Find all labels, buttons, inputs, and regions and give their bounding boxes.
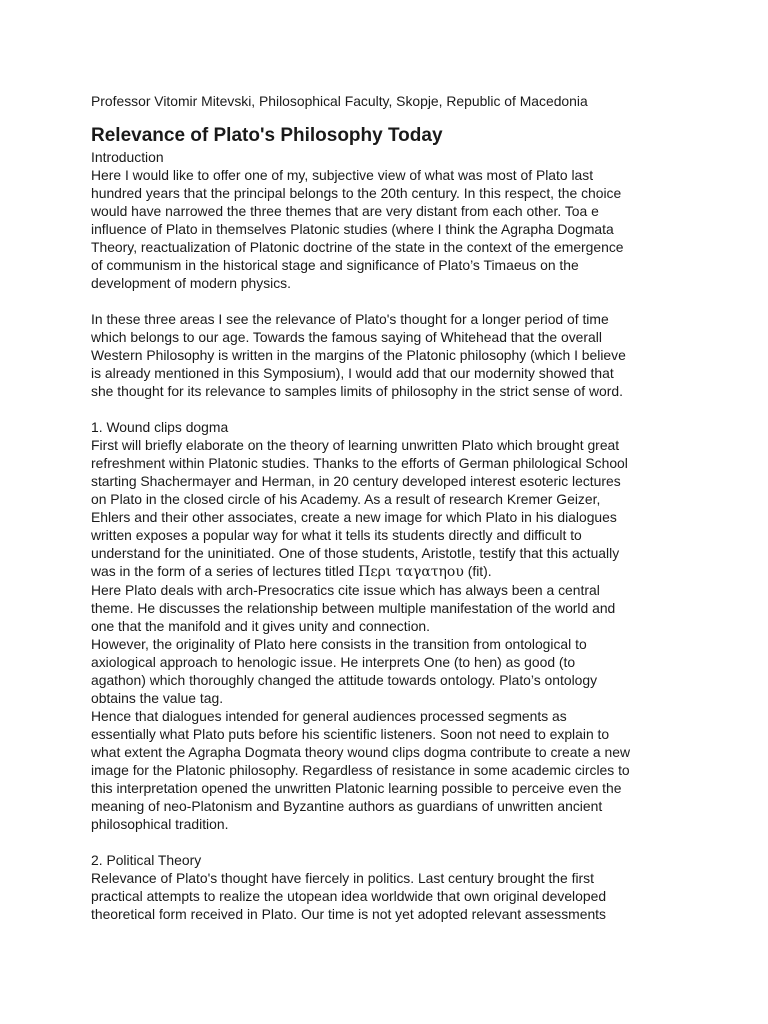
text-line: agathon) which thoroughly changed the attitude towards ontology. Plato’s ontology xyxy=(91,672,598,688)
text-line: written exposes a popular way for what it tells its students directly and difficult to xyxy=(91,527,582,543)
section-heading-introduction: Introduction xyxy=(91,149,164,165)
text-segment: (fit). xyxy=(463,563,492,579)
section2-paragraph xyxy=(91,869,671,923)
text-line: on Plato in the closed circle of his Academy. As a result of research Kremer Geizer, xyxy=(91,491,601,507)
text-line: theme. He discusses the relationship between multiple manifestation of the world and xyxy=(91,600,616,616)
text-line: influence of Plato in themselves Platonic studies (where I think the Agrapha Dogmata xyxy=(91,221,614,237)
text-line: of communism in the historical stage and significance of Plato’s Timaeus on the xyxy=(91,257,579,273)
section-heading-political-theory: 2. Political Theory xyxy=(91,852,202,868)
introduction-paragraph-2 xyxy=(91,310,671,400)
text-line: Theory, reactualization of Platonic doctrine of the state in the context of the emergence xyxy=(91,239,624,255)
author-line: Professor Vitomir Mitevski, Philosophical Faculty, Skopje, Republic of Macedonia xyxy=(91,93,588,109)
text-line: Hence that dialogues intended for general audiences processed segments as xyxy=(91,708,567,724)
text-line: obtains the value tag. xyxy=(91,690,224,706)
section1-paragraph xyxy=(91,436,671,833)
document-page xyxy=(91,92,671,923)
text-line: Western Philosophy is written in the margins of the Platonic philosophy (which I believe xyxy=(91,347,626,363)
text-line: refreshment within Platonic studies. Thanks to the efforts of German philological School xyxy=(91,455,628,471)
text-line: would have narrowed the three themes that are very distant from each other. Toa e xyxy=(91,203,599,219)
introduction-paragraph-1 xyxy=(91,166,671,292)
text-line: philosophical tradition. xyxy=(91,816,229,832)
text-line: However, the originality of Plato here consists in the transition from ontological to xyxy=(91,636,587,652)
text-line: one that the manifold and it gives unity and connection. xyxy=(91,618,431,634)
text-line: Relevance of Plato's thought have fiercely in politics. Last century brought the first xyxy=(91,870,594,886)
greek-title-line xyxy=(91,562,671,581)
text-line: essentially what Plato puts before his scientific listeners. Soon not need to explain to xyxy=(91,726,610,742)
text-line: what extent the Agrapha Dogmata theory wound clips dogma contribute to create a new xyxy=(91,744,630,760)
text-line: hundred years that the principal belongs to the 20th century. In this respect, the choice xyxy=(91,185,622,201)
text-line: axiological approach to henologic issue. He interprets One (to hen) as good (to xyxy=(91,654,576,670)
text-segment: was in the form of a series of lectures titled xyxy=(91,563,359,579)
text-line: which belongs to our age. Towards the famous saying of Whitehead that the overall xyxy=(91,329,602,345)
text-line: meaning of neo-Platonism and Byzantine authors as guardians of unwritten ancient xyxy=(91,798,603,814)
text-line: understand for the uninitiated. One of those students, Aristotle, testify that this actually xyxy=(91,545,620,561)
paragraph-gap xyxy=(91,833,671,851)
greek-title: Περι ταγατηου xyxy=(358,564,464,580)
text-line: this interpretation opened the unwritten Platonic learning possible to perceive even the xyxy=(91,780,622,796)
text-line: In these three areas I see the relevance of Plato's thought for a longer period of time xyxy=(91,311,609,327)
text-line: she thought for its relevance to samples limits of philosophy in the strict sense of word. xyxy=(91,383,623,399)
text-line: development of modern physics. xyxy=(91,275,291,291)
document-title: Relevance of Plato's Philosophy Today xyxy=(91,125,443,146)
text-line: is already mentioned in this Symposium), I would add that our modernity showed that xyxy=(91,365,614,381)
text-line: starting Shachermayer and Herman, in 20 century developed interest esoteric lectures xyxy=(91,473,621,489)
text-line: image for the Platonic philosophy. Regardless of resistance in some academic circles to xyxy=(91,762,630,778)
text-line: theoretical form received in Plato. Our time is not yet adopted relevant assessments xyxy=(91,906,606,922)
paragraph-gap xyxy=(91,292,671,310)
text-line: Here Plato deals with arch-Presocratics cite issue which has always been a central xyxy=(91,582,600,598)
text-line: Here I would like to offer one of my, subjective view of what was most of Plato last xyxy=(91,167,594,183)
paragraph-gap xyxy=(91,400,671,418)
text-line: practical attempts to realize the utopean idea worldwide that own original developed xyxy=(91,888,607,904)
section-heading-wound-clips-dogma: 1. Wound clips dogma xyxy=(91,419,229,435)
text-line: First will briefly elaborate on the theory of learning unwritten Plato which brought great xyxy=(91,437,620,453)
text-line: Ehlers and their other associates, create a new image for which Plato in his dialogues xyxy=(91,509,617,525)
